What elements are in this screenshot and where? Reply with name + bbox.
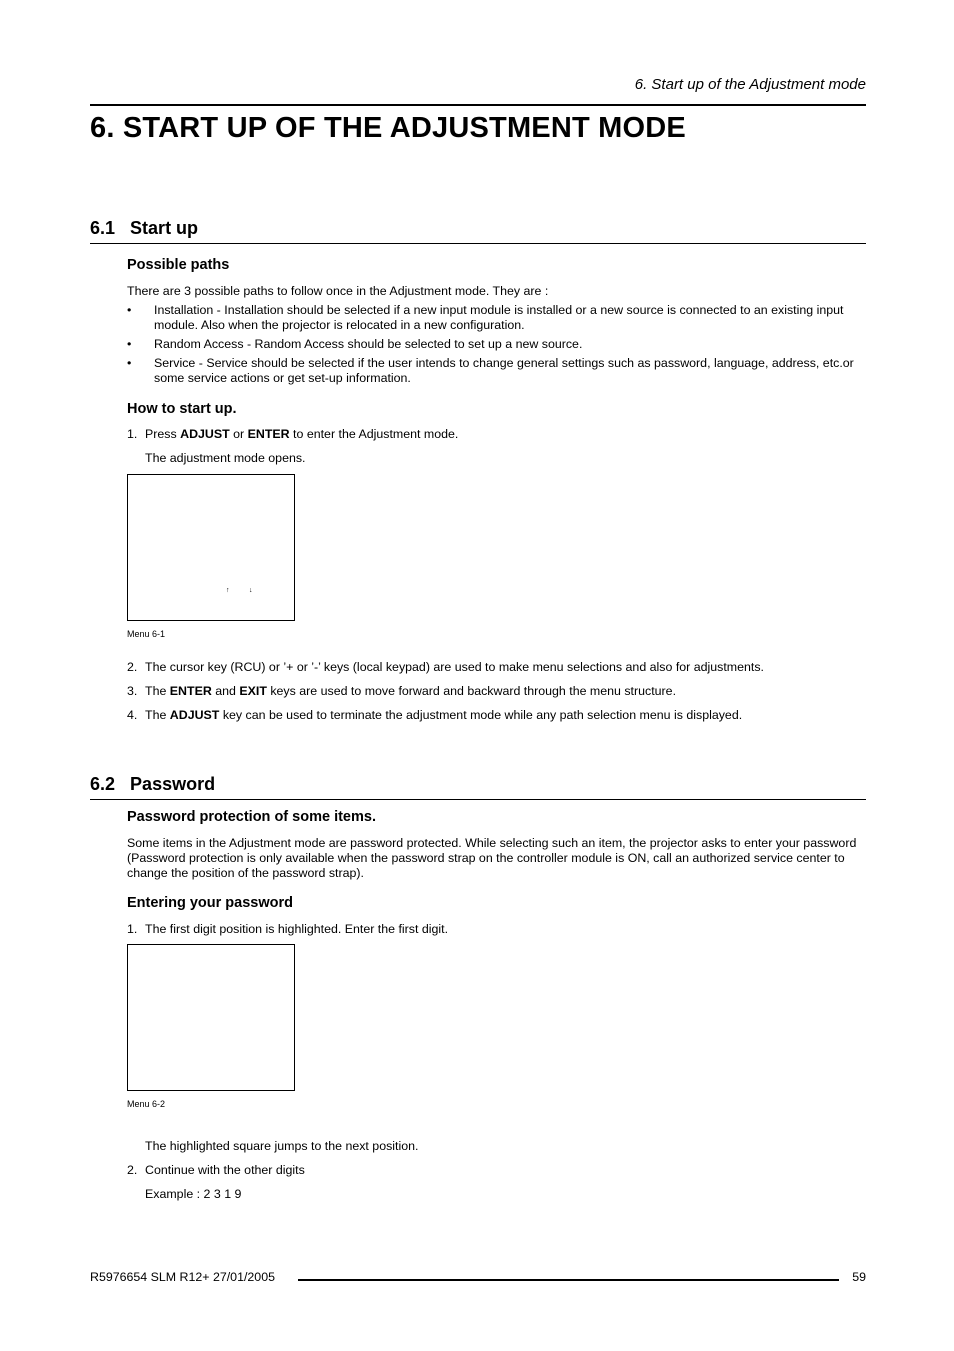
step-1-result: The adjustment mode opens. [145, 451, 306, 465]
up-arrow-icon: ↑ [226, 587, 230, 594]
key-adjust: ADJUST [180, 427, 230, 441]
step-text: The [145, 708, 170, 722]
step-text: or [229, 427, 248, 441]
list-item [127, 356, 867, 386]
password-protection-text: Some items in the Adjustment mode are password protected. While selecting such an item, the projector asks to enter your password (Password protection is only available when the password strap on the controller module is ON, call an authorized service center to change the position of the password strap). [127, 836, 857, 880]
step-number: 3. [127, 684, 138, 698]
section-title: Start up [130, 218, 199, 238]
footer-rule [298, 1279, 839, 1281]
step-text: to enter the Adjustment mode. [289, 427, 459, 441]
step-number: 2. [127, 660, 138, 674]
paths-list [127, 303, 867, 390]
step-number: 1. [127, 427, 138, 441]
section-heading-password [90, 774, 215, 795]
list-item-text: Installation - Installation should be selected if a new input module is installed or a new source is connected to an existing input module. Also when the projector is relocated in a new configuration. [154, 303, 844, 332]
step-4 [127, 708, 867, 723]
key-exit: EXIT [239, 684, 267, 698]
page-number: 59 [852, 1270, 866, 1284]
list-item [127, 303, 867, 333]
bullet-icon: • [127, 356, 132, 370]
section-rule [90, 243, 866, 244]
step-text: Continue with the other digits [145, 1163, 305, 1177]
step-text: The cursor key (RCU) or ’+ or ’-’ keys (local keypad) are used to make menu selections and also for adjustments. [145, 660, 764, 674]
step-number: 1. [127, 922, 138, 936]
bullet-icon: • [127, 303, 132, 317]
subheading-how-to-start: How to start up. [127, 401, 237, 417]
password-step-1 [127, 922, 867, 937]
section-title: Password [130, 774, 216, 794]
list-item-text: Random Access - Random Access should be selected to set up a new source. [154, 337, 583, 351]
step-1 [127, 427, 867, 442]
section-number: 6.2 [90, 774, 116, 794]
step-text: The first digit position is highlighted. Enter the first digit. [145, 922, 449, 936]
section-number: 6.1 [90, 218, 116, 238]
figure-caption: Menu 6-2 [127, 1099, 166, 1109]
running-header: 6. Start up of the Adjustment mode [634, 76, 866, 93]
step-text: keys are used to move forward and backward through the menu structure. [266, 684, 677, 698]
password-step-1-result: The highlighted square jumps to the next position. [145, 1139, 419, 1153]
step-3 [127, 684, 867, 699]
chapter-title [90, 112, 686, 145]
key-enter: ENTER [247, 427, 290, 441]
step-text: and [211, 684, 240, 698]
password-step-2 [127, 1163, 867, 1178]
step-2 [127, 660, 867, 675]
key-adjust: ADJUST [169, 708, 220, 722]
list-item-text: Service - Service should be selected if the user intends to change general settings such as password, language, address, etc.or some service actions or get set-up information. [154, 356, 854, 385]
section-heading-start-up [90, 218, 198, 239]
menu-6-1-image [127, 474, 295, 621]
step-text: The [145, 684, 170, 698]
subheading-entering-password: Entering your password [127, 895, 293, 911]
section-rule [90, 799, 866, 800]
header-rule [90, 104, 866, 106]
footer-doc-ref: R5976654 SLM R12+ 27/01/2005 [90, 1270, 275, 1284]
down-arrow-icon: ↓ [249, 587, 253, 594]
step-text: Press [145, 427, 181, 441]
list-item [127, 337, 867, 352]
chapter-title-text: 6. START UP OF THE ADJUSTMENT MODE [90, 112, 686, 144]
password-example: Example : 2 3 1 9 [145, 1187, 242, 1201]
step-number: 4. [127, 708, 138, 722]
paths-intro: There are 3 possible paths to follow once in the Adjustment mode. They are : [127, 284, 549, 298]
step-number: 2. [127, 1163, 138, 1177]
subheading-possible-paths: Possible paths [127, 257, 230, 273]
key-enter: ENTER [169, 684, 212, 698]
step-text: key can be used to terminate the adjustment mode while any path selection menu is displayed. [219, 708, 743, 722]
subheading-password-protection: Password protection of some items. [127, 809, 376, 825]
figure-caption: Menu 6-1 [127, 629, 166, 639]
bullet-icon: • [127, 337, 132, 351]
menu-6-2-image [127, 944, 295, 1091]
